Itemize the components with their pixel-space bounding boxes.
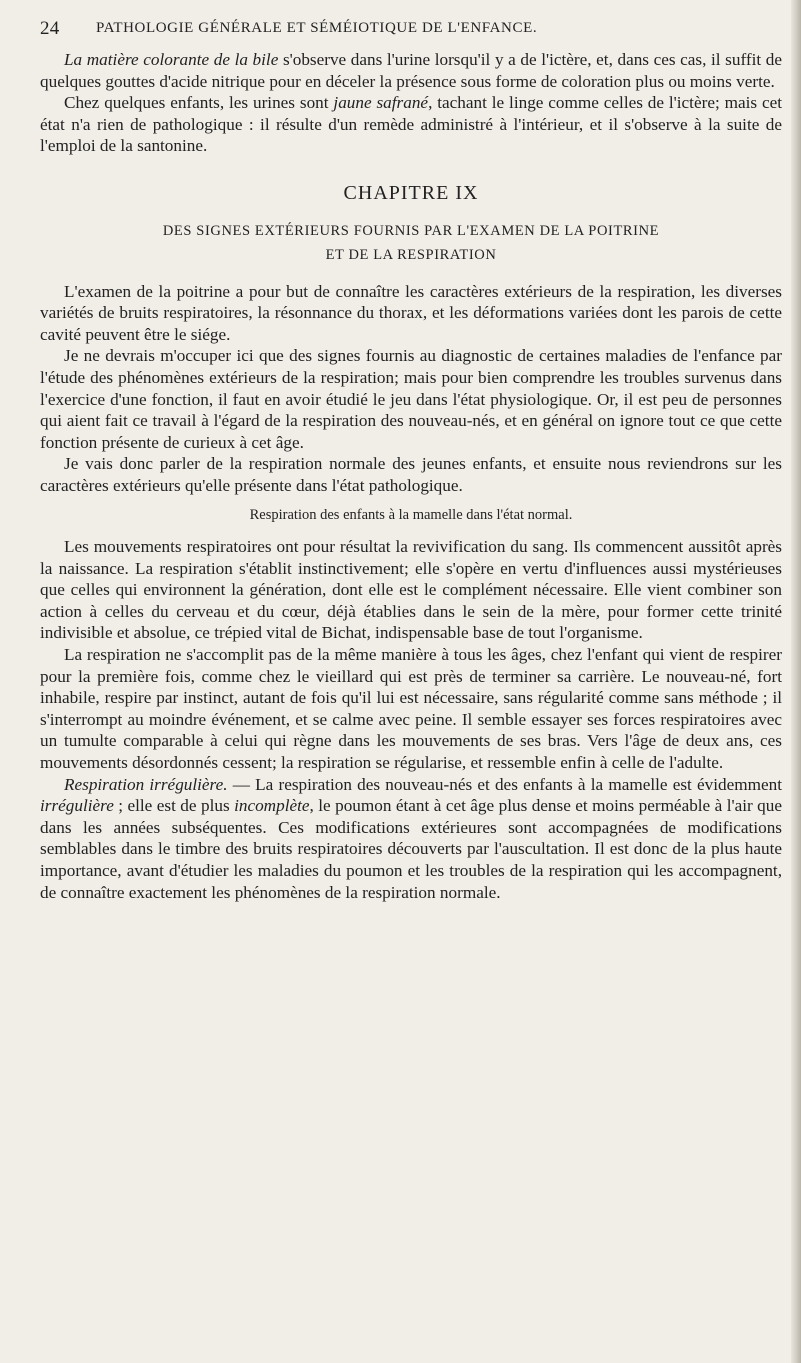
chapter-subtitle [40,219,782,267]
chapter-subtitle-line: ET DE LA RESPIRATION [325,246,497,263]
paragraph-text: , le poumon étant à cet âge plus dense et moins perméable à l'air que dans les années subséquentes. Ces modifications extérieures sont accompagnées de modifications semblables dans le timbre des bruits respiratoires découverts par l'auscultation. Il est donc de la plus haute importance, avant d'étudier les maladies du poumon et les troubles de la respiration qui les accompagnent, de connaître exactement les phénomènes de la respiration normale. [40,796,782,902]
paragraph [40,49,782,92]
paragraph: Je vais donc parler de la respiration normale des jeunes enfants, et ensuite nous reviendrons sur les caractères extérieurs qu'elle présente dans l'état pathologique. [40,454,782,495]
paragraph-text: — La respiration des nouveau-nés et des enfants à la mamelle est évidemment [227,774,782,794]
italic-term: irrégulière [40,796,114,816]
paragraph [40,774,782,904]
italic-term: incomplète [234,796,310,816]
page-number: 24 [40,18,60,39]
chapter-title: CHAPITRE IX [343,181,479,204]
italic-term: La matière colorante de la bile [64,50,279,69]
paragraph: L'examen de la poitrine a pour but de connaître les caractères extérieurs de la respiration, les diverses variétés de bruits respiratoires, la résonnance du thorax, et les déformations variées dont les parois de cette cavité peuvent être le siége. [40,281,782,344]
italic-term: jaune safrané [333,93,429,113]
paragraph: La respiration ne s'accomplit pas de la même manière à tous les âges, chez l'enfant qui vient de respirer pour la première fois, comme chez le vieillard qui est près de terminer sa carrière. Le nouveau-né, fort inhabile, respire par instinct, autant de fois qu'il lui est nécessaire, sans régularité comme sans méthode ; il s'interrompt au moindre événement, et se calme avec peine. Il semble essayer ses forces respiratoires avec un tumulte comparable à celui qui règne dans les mouvements de ses bras. Vers l'âge de deux ans, ces mouvements désordonnés cessent; la respiration se régularise, et ressemble enfin à celle de l'adulte. [40,645,782,773]
paragraph [40,92,782,157]
paragraph-text: , tachant le linge comme celles de l'ictère; mais cet état n'a rien de pathologique : il résulte d'un remède administré à l'intérieur, et il s'observe à la suite de l'emploi de la santonine. [40,93,782,156]
paragraph: Je ne devrais m'occuper ici que des signes fournis au diagnostic de certaines maladies de l'enfance par l'étude des phénomènes extérieurs de la respiration; mais pour bien comprendre les troubles survenus dans l'exercice d'une fonction, il faut en avoir étudié le jeu dans l'état physiologique. Or, il est peu de personnes qui aient fait ce travail à l'égard de la respiration des nouveau-nés, et en général on ignore tout ce que cette fonction présente de curieux à cet âge. [40,346,782,452]
paragraph-text: Chez quelques enfants, les urines sont [64,93,334,113]
page-edge [791,0,801,1363]
running-title: PATHOLOGIE GÉNÉRALE ET SÉMÉIOTIQUE DE L'ENFANCE. [96,20,538,36]
paragraph-text: s'observe dans l'urine lorsqu'il y a de l'ictère, et, dans ces cas, il suffit de quelques gouttes d'acide nitrique pour en déceler la présence sous forme de coloration plus ou moins verte. [40,50,782,91]
italic-term: Respiration irrégulière. [64,774,228,794]
paragraph: Les mouvements respiratoires ont pour résultat la revivification du sang. Ils commencent aussitôt après la naissance. La respiration s'établit instinctivement; elle s'opère en vertu d'influences aussi mystérieuses que celles qui environnent la génération, dont elle est le complément nécessaire. Elle vient combiner son action à celles du cerveau et du cœur, déjà établies dans le sein de la mère, pour former cette trinité indivisible et absolue, ce trépied vital de Bichat, indispensable base de tout l'organisme. [40,537,782,643]
paragraph-text: ; elle est de plus [113,796,235,816]
section-title: Respiration des enfants à la mamelle dans l'état normal. [249,506,573,523]
chapter-subtitle-line: DES SIGNES EXTÉRIEURS FOURNIS PAR L'EXAMEN DE LA POITRINE [162,222,660,239]
page-body [40,49,782,903]
